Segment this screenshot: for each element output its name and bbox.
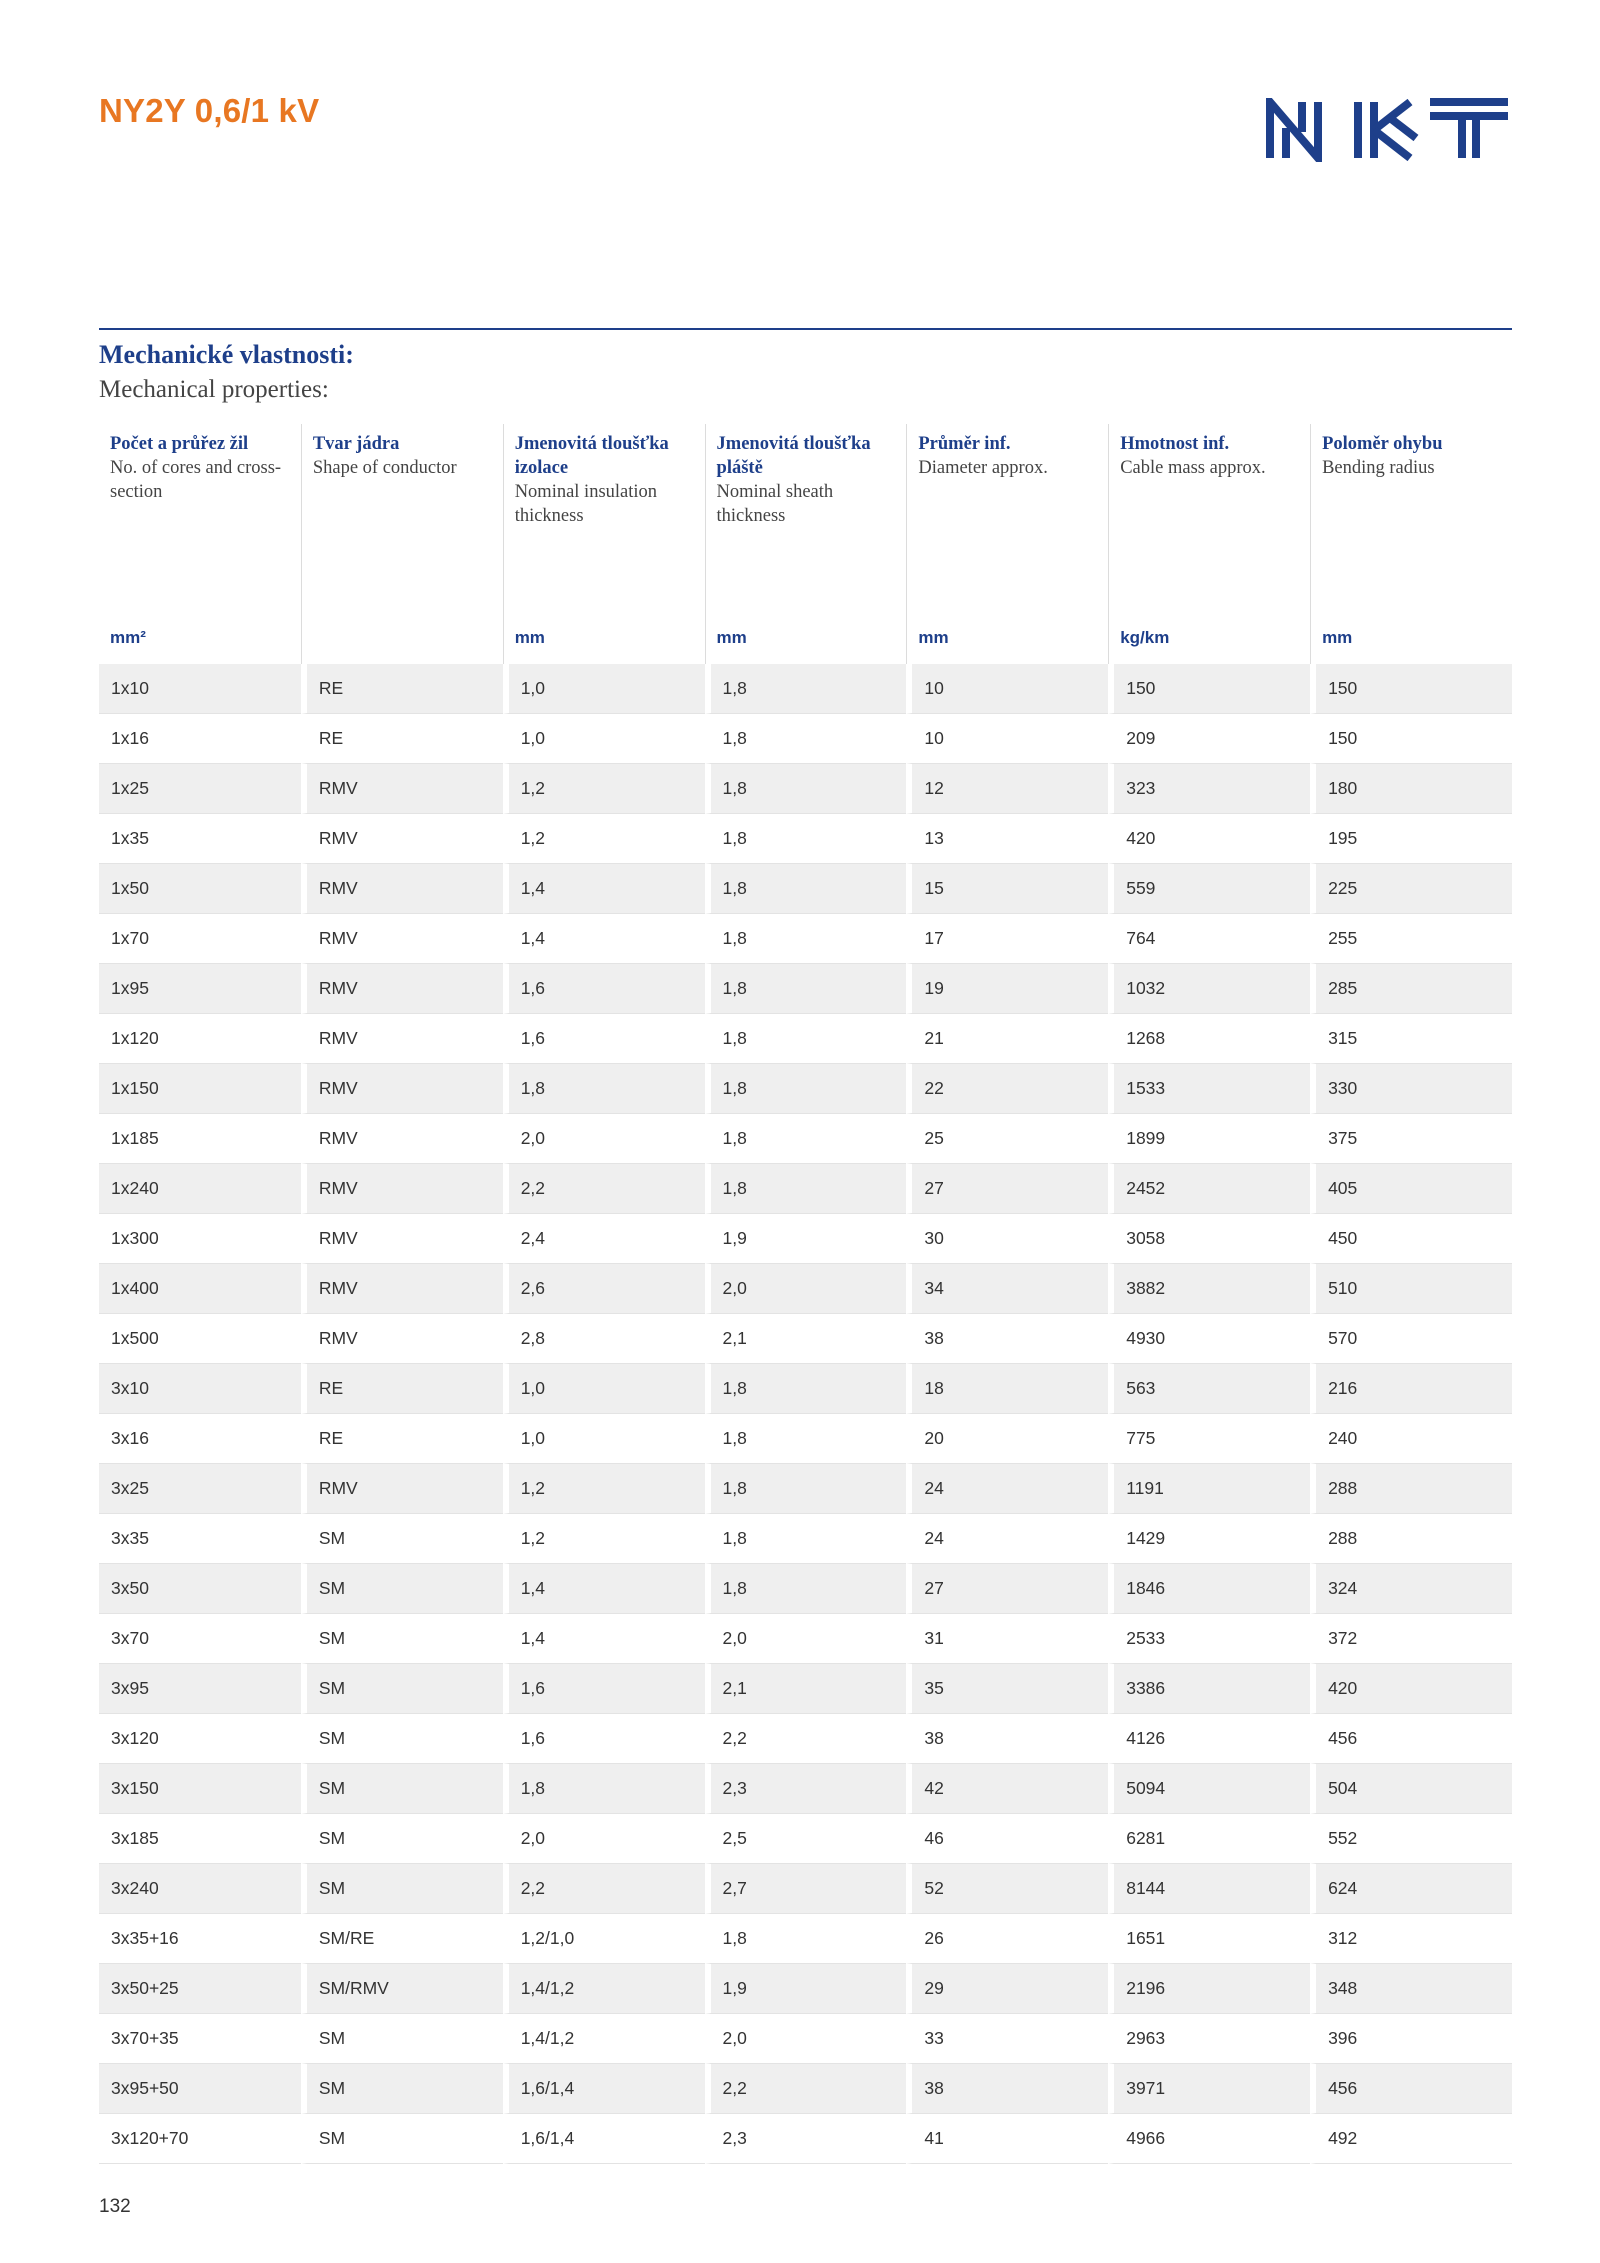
table-cell: 1,6	[503, 1664, 705, 1714]
column-header-cz: Jmenovitá tloušťka pláště	[716, 434, 871, 478]
table-cell: 1,4	[503, 1564, 705, 1614]
table-cell: SM	[301, 1614, 503, 1664]
table-row	[99, 1414, 1512, 1464]
table-cell: 1,9	[705, 1964, 907, 2014]
section-subtitle: Mechanical properties:	[99, 376, 329, 403]
mechanical-properties-table	[99, 424, 1512, 2164]
table-cell: 4126	[1108, 1714, 1310, 1764]
table-cell: 1846	[1108, 1564, 1310, 1614]
table-cell: 1,8	[705, 1364, 907, 1414]
column-header-en: Shape of conductor	[312, 458, 457, 478]
table-body	[99, 664, 1512, 2164]
table-cell: 27	[906, 1164, 1108, 1214]
section-divider	[99, 328, 1512, 330]
table-cell: SM	[301, 1564, 503, 1614]
table-cell: 1x35	[99, 814, 301, 864]
table-cell: RMV	[301, 1014, 503, 1064]
table-cell: 1651	[1108, 1914, 1310, 1964]
table-cell: 3x10	[99, 1364, 301, 1414]
unit-label: kg/km	[1108, 628, 1310, 664]
table-cell: 510	[1310, 1264, 1512, 1314]
table-cell: 3x35+16	[99, 1914, 301, 1964]
unit-label: mm²	[110, 628, 146, 647]
table-header-row	[99, 424, 1512, 628]
table-cell: RMV	[301, 814, 503, 864]
table-cell: 31	[906, 1614, 1108, 1664]
table-cell: 624	[1310, 1864, 1512, 1914]
table-cell: 2,2	[705, 2064, 907, 2114]
table-cell: SM	[301, 1864, 503, 1914]
table-row	[99, 1914, 1512, 1964]
table-cell: RE	[301, 714, 503, 764]
table-cell: RMV	[301, 1464, 503, 1514]
table-cell: 3x185	[99, 1814, 301, 1864]
table-cell: 20	[906, 1414, 1108, 1464]
table-cell: 1x95	[99, 964, 301, 1014]
unit-label: mm	[906, 628, 1108, 664]
table-cell: 46	[906, 1814, 1108, 1864]
table-cell: 25	[906, 1114, 1108, 1164]
table-row	[99, 1114, 1512, 1164]
table-cell: 396	[1310, 2014, 1512, 2064]
table-cell: 312	[1310, 1914, 1512, 1964]
column-header-cz: Počet a průřez žil	[110, 434, 249, 454]
table-cell: 240	[1310, 1414, 1512, 1464]
column-header-bending	[1310, 424, 1512, 628]
unit-label: mm	[705, 628, 907, 664]
table-cell: 2,2	[503, 1864, 705, 1914]
table-cell: 3x150	[99, 1764, 301, 1814]
table-cell: 38	[906, 1714, 1108, 1764]
table-cell: 3x70+35	[99, 2014, 301, 2064]
table-cell: SM	[301, 2064, 503, 2114]
table-cell: 150	[1310, 664, 1512, 714]
table-cell: SM	[301, 1664, 503, 1714]
column-header-mass	[1108, 424, 1310, 628]
table-cell: 1,6	[503, 1014, 705, 1064]
table-cell: 2,3	[705, 1764, 907, 1814]
table-cell: 3x50+25	[99, 1964, 301, 2014]
table-row	[99, 1564, 1512, 1614]
table-cell: 285	[1310, 964, 1512, 1014]
table-row	[99, 1514, 1512, 1564]
table-row	[99, 2064, 1512, 2114]
table-cell: 1,4	[503, 864, 705, 914]
table-row	[99, 1964, 1512, 2014]
table-cell: 150	[1108, 664, 1310, 714]
table-cell: 1,8	[705, 914, 907, 964]
table-cell: 323	[1108, 764, 1310, 814]
table-cell: 19	[906, 964, 1108, 1014]
table-cell: 563	[1108, 1364, 1310, 1414]
table-cell: 52	[906, 1864, 1108, 1914]
table-cell: 3386	[1108, 1664, 1310, 1714]
unit-label: mm	[503, 628, 705, 664]
table-row	[99, 1314, 1512, 1364]
table-cell: 2452	[1108, 1164, 1310, 1214]
table-cell: 150	[1310, 714, 1512, 764]
table-cell: 24	[906, 1514, 1108, 1564]
table-cell: 8144	[1108, 1864, 1310, 1914]
table-cell: 1,2	[503, 814, 705, 864]
table-cell: RMV	[301, 964, 503, 1014]
table-row	[99, 964, 1512, 1014]
table-cell: 1,8	[705, 764, 907, 814]
table-cell: 3x95+50	[99, 2064, 301, 2114]
table-cell: 1,8	[705, 864, 907, 914]
table-cell: 12	[906, 764, 1108, 814]
table-cell: 1x185	[99, 1114, 301, 1164]
product-title: NY2Y 0,6/1 kV	[99, 92, 320, 129]
table-cell: 456	[1310, 1714, 1512, 1764]
table-cell: 42	[906, 1764, 1108, 1814]
table-cell: 1,8	[705, 964, 907, 1014]
table-cell: 420	[1310, 1664, 1512, 1714]
table-cell: 315	[1310, 1014, 1512, 1064]
table-cell: 225	[1310, 864, 1512, 914]
table-cell: RMV	[301, 1114, 503, 1164]
table-cell: 1,8	[705, 1464, 907, 1514]
table-cell: RMV	[301, 1264, 503, 1314]
column-header-diameter	[906, 424, 1108, 628]
column-header-en: Diameter approx.	[918, 458, 1048, 478]
table-cell: 6281	[1108, 1814, 1310, 1864]
table-row	[99, 714, 1512, 764]
table-cell: SM	[301, 2014, 503, 2064]
page-number: 132	[99, 2196, 131, 2217]
table-cell: 1x120	[99, 1014, 301, 1064]
table-cell: 35	[906, 1664, 1108, 1714]
table-cell: 4966	[1108, 2114, 1310, 2164]
table-cell: 1,4	[503, 1614, 705, 1664]
table-cell: 1x25	[99, 764, 301, 814]
table-cell: 41	[906, 2114, 1108, 2164]
table-cell: 3x16	[99, 1414, 301, 1464]
table-cell: 2,1	[705, 1664, 907, 1714]
table-cell: 372	[1310, 1614, 1512, 1664]
table-cell: 3x25	[99, 1464, 301, 1514]
table-cell: 2,3	[705, 2114, 907, 2164]
column-header-cz: Poloměr ohybu	[1322, 434, 1443, 454]
table-cell: 1x16	[99, 714, 301, 764]
table-cell: RMV	[301, 1164, 503, 1214]
column-header-en: Nominal sheath thickness	[716, 482, 834, 526]
table-cell: 33	[906, 2014, 1108, 2064]
table-cell: 1x400	[99, 1264, 301, 1314]
table-cell: 2,0	[705, 2014, 907, 2064]
table-cell: 38	[906, 2064, 1108, 2114]
table-cell: RMV	[301, 914, 503, 964]
table-cell: 764	[1108, 914, 1310, 964]
table-cell: 570	[1310, 1314, 1512, 1364]
table-cell: 1,2	[503, 764, 705, 814]
table-cell: 492	[1310, 2114, 1512, 2164]
table-cell: 288	[1310, 1464, 1512, 1514]
table-cell: 2,6	[503, 1264, 705, 1314]
table-row	[99, 1864, 1512, 1914]
table-cell: 255	[1310, 914, 1512, 964]
table-cell: 1,8	[705, 1164, 907, 1214]
table-cell: 1,4/1,2	[503, 1964, 705, 2014]
table-cell: 2,0	[503, 1814, 705, 1864]
table-cell: 2,2	[705, 1714, 907, 1764]
column-header-cores	[99, 424, 301, 628]
table-cell: SM	[301, 1514, 503, 1564]
table-cell: 21	[906, 1014, 1108, 1064]
table-cell: RMV	[301, 864, 503, 914]
column-header-shape	[301, 424, 503, 628]
table-cell: 1429	[1108, 1514, 1310, 1564]
table-row	[99, 664, 1512, 714]
column-header-sheath	[705, 424, 907, 628]
table-row	[99, 914, 1512, 964]
table-cell: 1268	[1108, 1014, 1310, 1064]
table-cell: 24	[906, 1464, 1108, 1514]
table-cell: SM	[301, 1764, 503, 1814]
table-cell: 2,5	[705, 1814, 907, 1864]
table-cell: 34	[906, 1264, 1108, 1314]
table-cell: 2533	[1108, 1614, 1310, 1664]
table-row	[99, 1164, 1512, 1214]
column-header-en: No. of cores and cross-section	[110, 458, 282, 502]
table-row	[99, 1814, 1512, 1864]
table-cell: SM/RE	[301, 1914, 503, 1964]
table-cell: 5094	[1108, 1764, 1310, 1814]
column-header-en: Bending radius	[1322, 458, 1435, 478]
table-row	[99, 1214, 1512, 1264]
table-cell: 1,8	[503, 1764, 705, 1814]
table-cell: 13	[906, 814, 1108, 864]
table-cell: 1,6	[503, 1714, 705, 1764]
table-cell: 1,6	[503, 964, 705, 1014]
table-cell: 15	[906, 864, 1108, 914]
table-row	[99, 1614, 1512, 1664]
table-cell: 1,8	[705, 714, 907, 764]
table-cell: SM	[301, 2114, 503, 2164]
table-row	[99, 1464, 1512, 1514]
column-header-en: Nominal insulation thickness	[514, 482, 658, 526]
table-cell: 330	[1310, 1064, 1512, 1114]
table-cell: 1,2	[503, 1514, 705, 1564]
table-cell: 324	[1310, 1564, 1512, 1614]
table-cell: 1,0	[503, 664, 705, 714]
table-cell: 1,4/1,2	[503, 2014, 705, 2064]
table-cell: 288	[1310, 1514, 1512, 1564]
table-cell: 2,0	[705, 1614, 907, 1664]
table-cell: 3058	[1108, 1214, 1310, 1264]
nkt-logo	[1266, 98, 1512, 162]
table-row	[99, 1714, 1512, 1764]
table-cell: 3x120	[99, 1714, 301, 1764]
table-cell: 1533	[1108, 1064, 1310, 1114]
table-cell: 18	[906, 1364, 1108, 1414]
table-cell: RMV	[301, 1064, 503, 1114]
table-cell: 1,9	[705, 1214, 907, 1264]
table-cell: 1x70	[99, 914, 301, 964]
table-cell: 405	[1310, 1164, 1512, 1214]
table-cell: 216	[1310, 1364, 1512, 1414]
table-cell: 1,0	[503, 1414, 705, 1464]
table-cell: 1,8	[705, 1414, 907, 1464]
table-row	[99, 2014, 1512, 2064]
table-cell: 1,8	[705, 1114, 907, 1164]
units-row	[99, 628, 1512, 664]
table-cell: 27	[906, 1564, 1108, 1614]
table-cell: 4930	[1108, 1314, 1310, 1364]
table-cell: 1,2	[503, 1464, 705, 1514]
table-cell: 1,8	[705, 1564, 907, 1614]
table-row	[99, 1364, 1512, 1414]
table-cell: 2,2	[503, 1164, 705, 1214]
table-cell: 559	[1108, 864, 1310, 914]
column-header-en: Cable mass approx.	[1120, 458, 1266, 478]
table-cell: 1x50	[99, 864, 301, 914]
table-cell: 3x50	[99, 1564, 301, 1614]
table-cell: 30	[906, 1214, 1108, 1264]
unit-label	[301, 628, 503, 664]
table-cell: 22	[906, 1064, 1108, 1114]
table-cell: 348	[1310, 1964, 1512, 2014]
table-cell: 1,8	[705, 1914, 907, 1964]
table-row	[99, 1264, 1512, 1314]
table-cell: 3x70	[99, 1614, 301, 1664]
table-cell: RMV	[301, 1214, 503, 1264]
table-cell: 1032	[1108, 964, 1310, 1014]
unit-label: mm	[1310, 628, 1512, 664]
table-cell: 1,0	[503, 1364, 705, 1414]
column-header-cz: Průměr inf.	[918, 434, 1011, 454]
table-cell: RE	[301, 1414, 503, 1464]
table-cell: 2,1	[705, 1314, 907, 1364]
table-cell: SM	[301, 1814, 503, 1864]
table-cell: 375	[1310, 1114, 1512, 1164]
table-row	[99, 1014, 1512, 1064]
table-cell: 504	[1310, 1764, 1512, 1814]
table-cell: 1899	[1108, 1114, 1310, 1164]
table-row	[99, 2114, 1512, 2164]
table-cell: 3x95	[99, 1664, 301, 1714]
table-cell: 2,0	[503, 1114, 705, 1164]
table-cell: 450	[1310, 1214, 1512, 1264]
table-cell: 1,0	[503, 714, 705, 764]
table-cell: 1x240	[99, 1164, 301, 1214]
table-cell: 2963	[1108, 2014, 1310, 2064]
table-cell: 2196	[1108, 1964, 1310, 2014]
table-cell: 2,7	[705, 1864, 907, 1914]
table-row	[99, 1664, 1512, 1714]
table-cell: 195	[1310, 814, 1512, 864]
table-cell: 1,6/1,4	[503, 2064, 705, 2114]
table-row	[99, 864, 1512, 914]
column-header-cz: Tvar jádra	[312, 434, 400, 454]
table-cell: 3x120+70	[99, 2114, 301, 2164]
table-row	[99, 814, 1512, 864]
table-cell: 1,8	[705, 814, 907, 864]
table-cell: RMV	[301, 1314, 503, 1364]
table-cell: 10	[906, 664, 1108, 714]
table-cell: RE	[301, 1364, 503, 1414]
table-cell: 29	[906, 1964, 1108, 2014]
table-cell: 3971	[1108, 2064, 1310, 2114]
table-cell: 26	[906, 1914, 1108, 1964]
table-cell: SM/RMV	[301, 1964, 503, 2014]
table-cell: 1,8	[705, 1514, 907, 1564]
table-cell: 420	[1108, 814, 1310, 864]
table-cell: 1,2/1,0	[503, 1914, 705, 1964]
table-cell: 1x500	[99, 1314, 301, 1364]
table-cell: 1x300	[99, 1214, 301, 1264]
table-cell: 1,8	[503, 1064, 705, 1114]
table-cell: 1x10	[99, 664, 301, 714]
table-cell: 209	[1108, 714, 1310, 764]
table-cell: 456	[1310, 2064, 1512, 2114]
table-cell: 1,8	[705, 664, 907, 714]
table-cell: 1,6/1,4	[503, 2114, 705, 2164]
table-cell: 38	[906, 1314, 1108, 1364]
table-cell: 3882	[1108, 1264, 1310, 1314]
table-row	[99, 1764, 1512, 1814]
column-header-cz: Jmenovitá tloušťka izolace	[514, 434, 669, 478]
table-row	[99, 764, 1512, 814]
table-cell: 1,4	[503, 914, 705, 964]
table-cell: 1,8	[705, 1014, 907, 1064]
table-cell: 775	[1108, 1414, 1310, 1464]
column-header-cz: Hmotnost inf.	[1120, 434, 1230, 454]
table-cell: 3x35	[99, 1514, 301, 1564]
table-cell: 2,8	[503, 1314, 705, 1364]
table-row	[99, 1064, 1512, 1114]
table-cell: SM	[301, 1714, 503, 1764]
section-title: Mechanické vlastnosti:	[99, 340, 354, 369]
table-cell: RE	[301, 664, 503, 714]
column-header-insulation	[503, 424, 705, 628]
table-cell: 552	[1310, 1814, 1512, 1864]
table-cell: 1x150	[99, 1064, 301, 1114]
table-cell: 180	[1310, 764, 1512, 814]
table-cell: 1,8	[705, 1064, 907, 1114]
table-cell: 17	[906, 914, 1108, 964]
table-cell: 2,0	[705, 1264, 907, 1314]
table-cell: 1191	[1108, 1464, 1310, 1514]
table-cell: RMV	[301, 764, 503, 814]
table-cell: 10	[906, 714, 1108, 764]
table-cell: 3x240	[99, 1864, 301, 1914]
table-cell: 2,4	[503, 1214, 705, 1264]
